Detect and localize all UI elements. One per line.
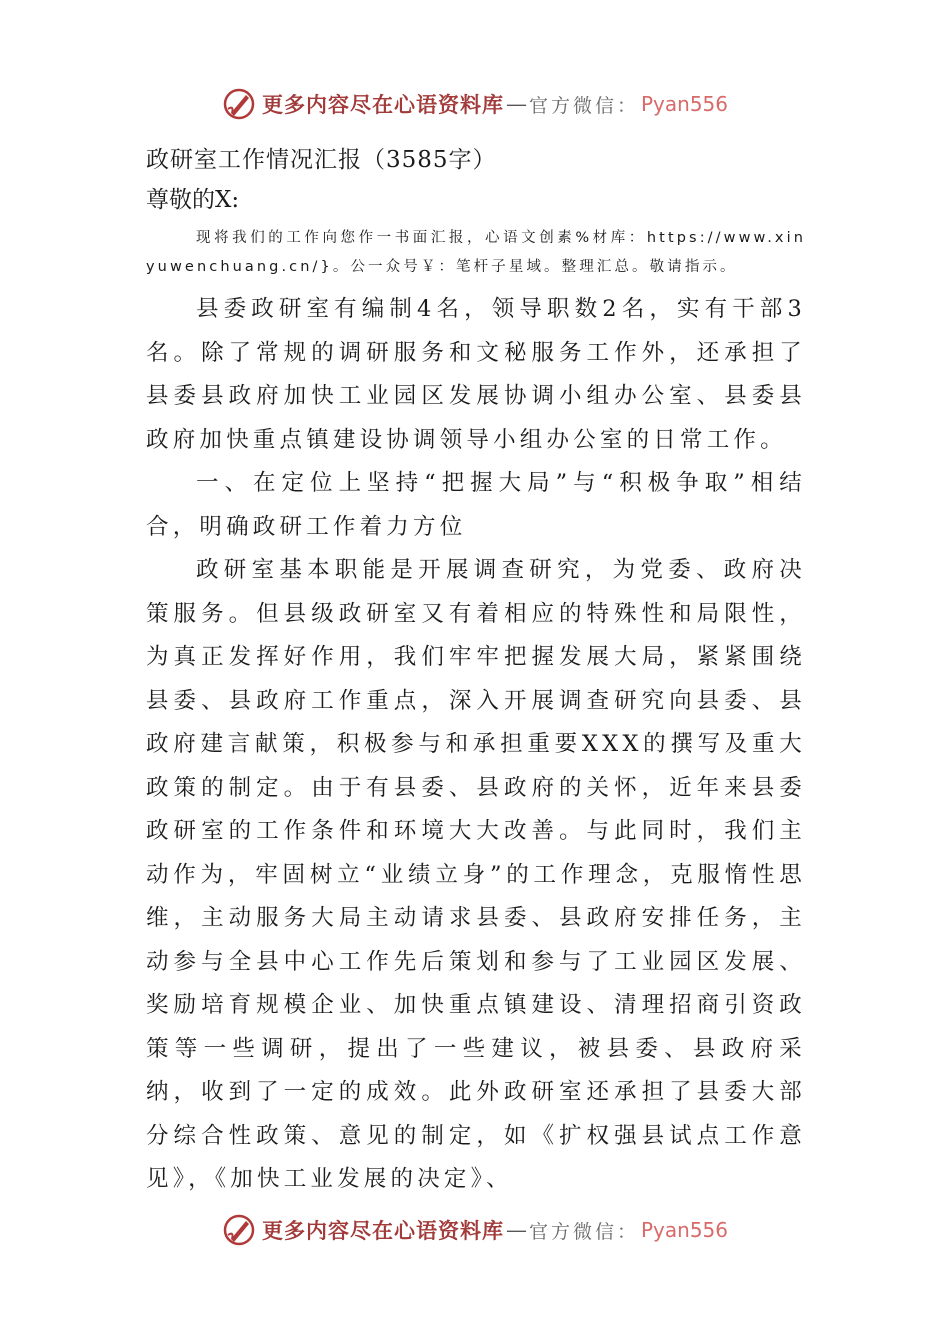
banner-dash: — xyxy=(505,92,527,116)
banner-wechat-label: 官方微信： xyxy=(528,1220,639,1243)
document-body xyxy=(146,140,806,1202)
banner-main-text: 更多内容尽在心语资料库 xyxy=(261,1218,504,1243)
document-title: 政研室工作情况汇报（3585字） xyxy=(146,147,497,173)
footer-banner xyxy=(0,1210,950,1250)
section-heading-1: 一、在定位上坚持“把握大局”与“积极争取”相结合，明确政研工作着力方位 xyxy=(146,470,806,540)
banner-wechat-id: Pyan556 xyxy=(641,92,729,116)
paragraph-staffing: 县委政研室有编制4名，领导职数2名，实有干部3名。除了常规的调研服务和文秘服务工作外，还承担了县委县政府加快工业园区发展协调小组办公室、县委县政府加快重点镇建设协调领导小组办公室的日常工作。 xyxy=(146,296,806,453)
greeting: 尊敬的X: xyxy=(146,187,240,213)
banner-wechat-label: 官方微信： xyxy=(528,94,639,117)
banner-main-text: 更多内容尽在心语资料库 xyxy=(261,92,504,117)
banner-dash: — xyxy=(505,1218,527,1242)
header-banner xyxy=(0,84,950,124)
pen-logo-icon xyxy=(222,87,256,121)
banner-wechat-id: Pyan556 xyxy=(641,1218,729,1242)
pen-logo-icon xyxy=(222,1213,256,1247)
intro-paragraph: 现将我们的工作向您作一书面汇报，心语文创素%材库：https://www.xinyuwenchuang.cn/}。公一众号￥：笔杆子星域。整理汇总。敬请指示。 xyxy=(146,230,806,275)
paragraph-functions: 政研室基本职能是开展调查研究，为党委、政府决策服务。但县级政研室又有着相应的特殊性和局限性，为真正发挥好作用，我们牢牢把握发展大局，紧紧围绕县委、县政府工作重点，深入开展调查研究向县委、县政府建言献策，积极参与和承担重要XXX的撰写及重大政策的制定。由于有县委、县政府的关怀，近年来县委政研室的工作条件和环境大大改善。与此同时，我们主动作为，牢固树立“业绩立身”的工作理念，克服惰性思维，主动服务大局主动请求县委、县政府安排任务，主动参与全县中心工作先后策划和参与了工业园区发展、奖励培育规模企业、加快重点镇建设、清理招商引资政策等一些调研，提出了一些建议，被县委、县政府采纳，收到了一定的成效。此外政研室还承担了县委大部分综合性政策、意见的制定，如《扩权强县试点工作意见》，《加快工业发展的决定》、 xyxy=(146,557,806,1192)
